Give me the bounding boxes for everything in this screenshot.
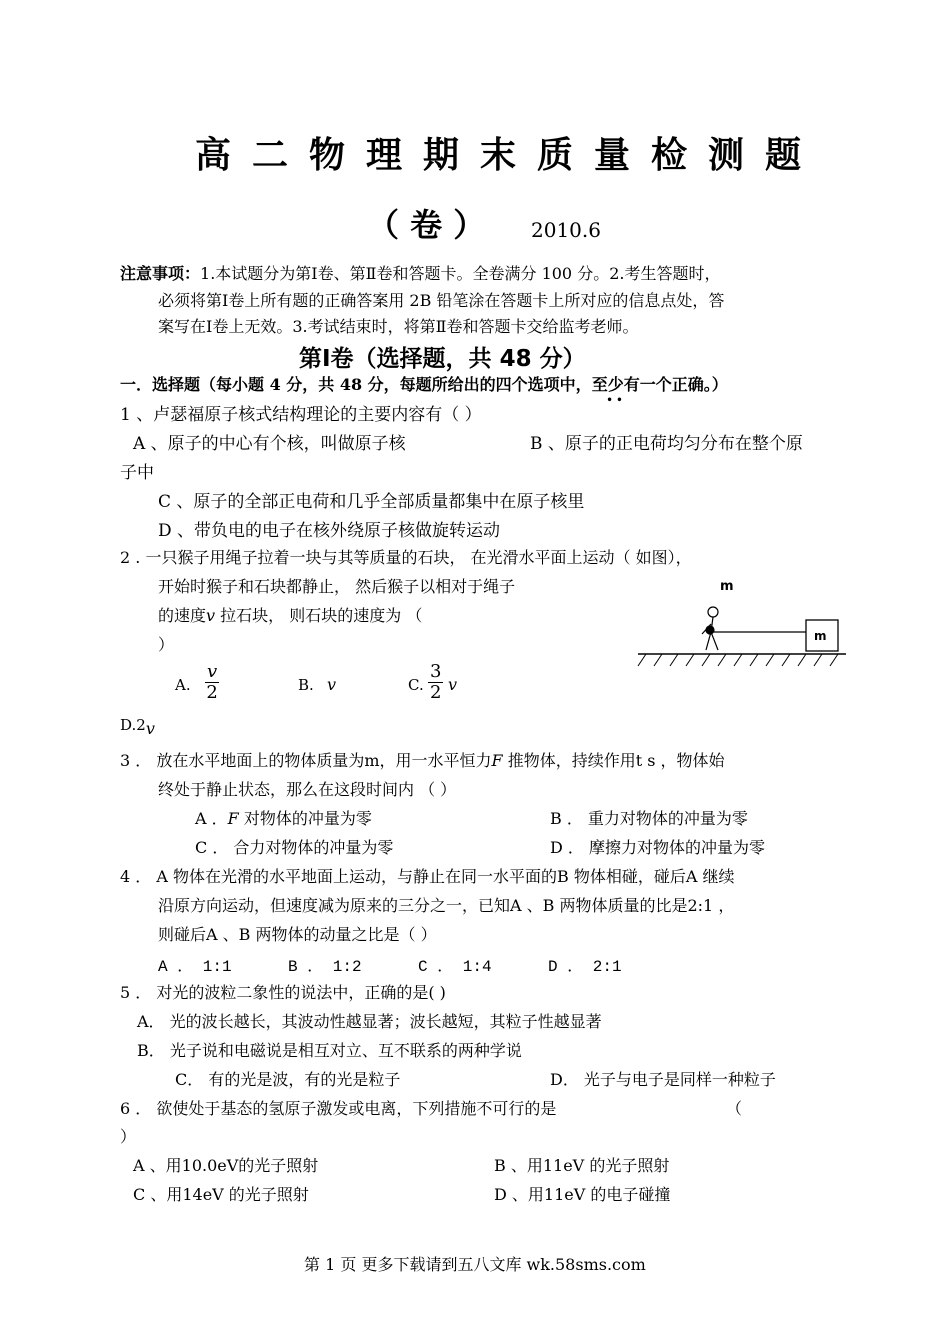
q4-option-d: D ． 2:1 <box>548 958 622 976</box>
q2-a-denominator: 2 <box>206 682 218 703</box>
q6-option-b: B 、用11eV 的光子照射 <box>494 1156 670 1175</box>
section-title: 第Ⅰ卷（选择题，共 48 分） <box>299 346 586 372</box>
q2-option-d-coef: D.2 <box>120 716 146 734</box>
q6-option-d: D 、用11eV 的电子碰撞 <box>494 1185 671 1204</box>
ground-hatching <box>638 654 838 666</box>
q5-option-d: D． 光子与电子是同样一种粒子 <box>550 1070 776 1089</box>
q2-option-d <box>120 715 155 738</box>
monkey-icon <box>702 607 718 650</box>
q3-line-2: 终处于静止状态，那么在这段时间内 （ ） <box>158 780 457 799</box>
q5-option-c: C． 有的光是波，有的光是粒子 <box>175 1070 401 1089</box>
q6-option-c: C 、用14eV 的光子照射 <box>133 1185 309 1204</box>
q3-line-1b: 推物体，持续作用t s ，物体始 <box>502 751 725 770</box>
q2-c-denominator: 2 <box>430 682 442 703</box>
q2-option-c-fraction <box>428 662 443 703</box>
q1-option-d: D 、带负电的电子在核外绕原子核做旋转运动 <box>158 521 501 541</box>
q5-stem: 5 ． 对光的波粒二象性的说法中，正确的是( ) <box>120 983 446 1002</box>
notice-line-2: 必须将第Ⅰ卷上所有题的正确答案用 2B 铅笔涂在答题卡上所对应的信息点处，答 <box>158 291 725 310</box>
q1-option-b: B 、原子的正电荷均匀分布在整个原 <box>530 434 803 454</box>
q5-option-a: A． 光的波长越长，其波动性越显著；波长越短，其粒子性越显著 <box>137 1012 602 1031</box>
subtitle: （ 卷 ） <box>367 206 486 244</box>
q6-option-a: A 、用10.0eV的光子照射 <box>133 1156 319 1175</box>
notice-text-1: 1.本试题分为第Ⅰ卷、第Ⅱ卷和答题卡。全卷满分 100 分。2.考生答题时， <box>200 264 721 283</box>
q2-velocity-symbol: v <box>206 606 216 625</box>
q2-option-b-label: B. <box>298 676 314 694</box>
q2-option-a-label: A. <box>175 676 191 694</box>
q2-option-c-label: C. <box>408 676 424 694</box>
q3-a-force: F <box>227 809 239 828</box>
q3-force-symbol: F <box>491 751 503 770</box>
instruction-emphasis-text: 至少 <box>591 375 624 394</box>
q2-line-2: 开始时猴子和石块都静止， 然后猴子以相对于绳子 <box>158 577 516 596</box>
q2-option-b-value: v <box>327 675 337 694</box>
page-title: 高二物理期末质量检测题 <box>195 135 823 176</box>
q2-a-numerator: v <box>207 661 218 682</box>
instruction-emphasis <box>591 375 624 406</box>
instruction-part-a: 一．选择题（每小题 4 分，共 48 分，每题所给出的四个选项中， <box>120 375 592 394</box>
emphasis-dots-icon: • • <box>606 395 623 406</box>
page-footer: 第 1 页 更多下载请到五八文库 wk.58sms.com <box>304 1255 646 1274</box>
q6-stem: 6 ． 欲使处于基态的氢原子激发或电离，下列措施不可行的是 <box>120 1099 557 1118</box>
instruction-part-c: 有一个正确。） <box>623 375 728 394</box>
q2-c-numerator: 3 <box>430 661 442 682</box>
q3-a-pre: A ． <box>195 809 228 828</box>
notice-label: 注意事项： <box>120 264 201 283</box>
q1-stem: 1 、卢瑟福原子核式结构理论的主要内容有（ ） <box>120 405 482 425</box>
q1-option-b-cont: 子中 <box>120 463 154 483</box>
q4-option-a: A ． 1:1 <box>158 958 232 976</box>
q2-line-3 <box>158 603 422 626</box>
figure-label-monkey-mass: m <box>720 579 734 594</box>
q1-option-a: A 、原子的中心有个核，叫做原子核 <box>133 434 406 454</box>
q1-option-c: C 、原子的全部正电荷和几乎全部质量都集中在原子核里 <box>158 492 585 512</box>
q2-option-a-fraction <box>205 662 219 703</box>
q3-line-1 <box>120 748 725 771</box>
notice-line-3: 案写在Ⅰ卷上无效。3.考试结束时，将第Ⅱ卷和答题卡交给监考老师。 <box>158 317 639 336</box>
q4-line-1: 4 ． A 物体在光滑的水平地面上运动，与静止在同一水平面的B 物体相碰，碰后A 继续 <box>120 867 735 886</box>
q4-line-3: 则碰后A 、B 两物体的动量之比是（ ） <box>158 925 437 944</box>
figure-label-stone-mass: m <box>814 629 827 643</box>
q2-line-3b: 拉石块， 则石块的速度为 （ <box>215 606 423 625</box>
section-instruction <box>120 372 728 406</box>
q5-option-b: B． 光子说和电磁说是相互对立、互不联系的两种学说 <box>137 1041 522 1060</box>
q4-option-b: B ． 1:2 <box>288 958 362 976</box>
q3-line-1a: 3 ． 放在水平地面上的物体质量为m，用一水平恒力 <box>120 751 492 770</box>
exam-date: 2010.6 <box>531 218 601 242</box>
q3-option-b: B ． 重力对物体的冲量为零 <box>550 809 748 828</box>
q2-line-4: ） <box>158 635 175 654</box>
q6-paren-right: ） <box>120 1127 137 1146</box>
monkey-stone-figure <box>634 574 850 674</box>
q2-line-3a: 的速度 <box>158 606 207 625</box>
q3-a-post: 对物体的冲量为零 <box>238 809 372 828</box>
q2-option-c-v: v <box>448 675 458 694</box>
q3-option-a <box>195 806 372 829</box>
q4-option-c: C ． 1:4 <box>418 958 492 976</box>
q2-line-1: 2 . 一只猴子用绳子拉着一块与其等质量的石块， 在光滑水平面上运动（ 如图）， <box>120 548 692 567</box>
q6-paren-left: （ <box>726 1099 743 1118</box>
q3-option-d: D ． 摩擦力对物体的冲量为零 <box>550 838 766 857</box>
q4-line-2: 沿原方向运动，但速度减为原来的三分之一，已知A 、B 两物体质量的比是2:1 ， <box>158 896 735 915</box>
notice-line-1 <box>120 261 720 284</box>
q2-option-d-v: v <box>145 719 155 738</box>
q3-option-c: C ． 合力对物体的冲量为零 <box>195 838 394 857</box>
